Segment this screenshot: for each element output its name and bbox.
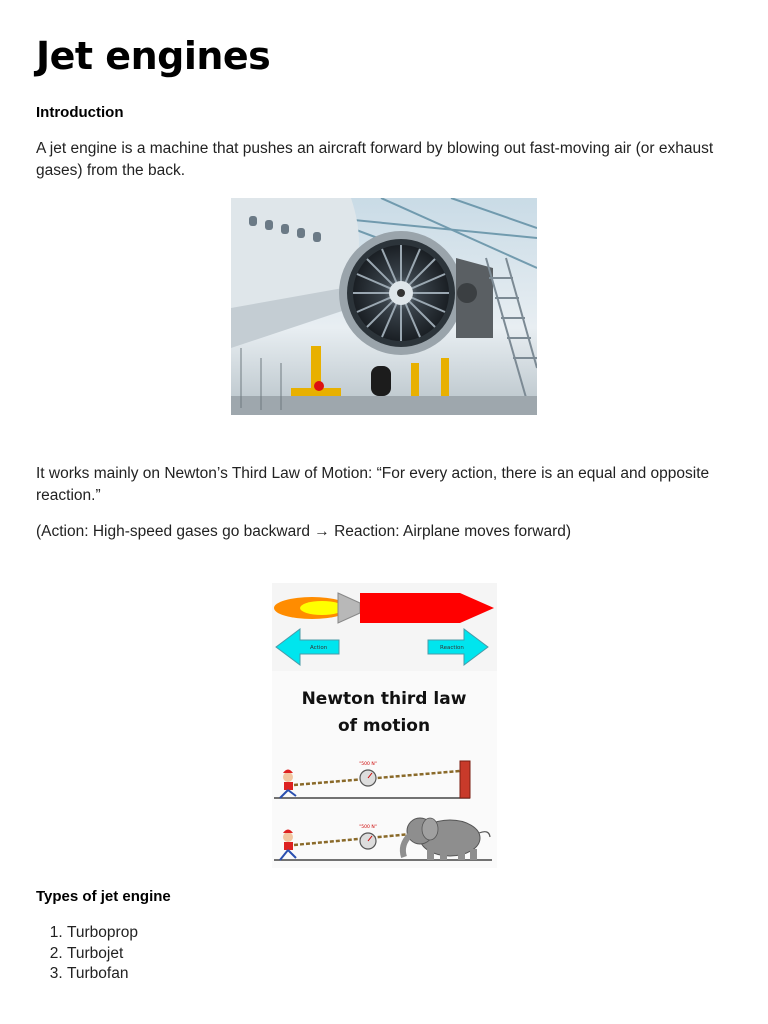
newton-paragraph: It works mainly on Newton’s Third Law of Motion: “For every action, there is an equal and opposite reaction.”	[36, 465, 710, 504]
reaction-label: Reaction	[440, 645, 464, 651]
list-item: 1. Turboprop	[67, 923, 138, 944]
jet-engine-photo	[231, 198, 537, 415]
page-title: Jet engines	[36, 34, 271, 78]
jet-engine-illustration	[231, 198, 537, 415]
force-label-2: "500 N"	[359, 825, 377, 830]
intro-heading: Introduction	[36, 104, 124, 121]
action-reaction-example: (Action: High-speed gases go backward → Reaction: Airplane moves forward)	[36, 523, 572, 540]
intro-paragraph: A jet engine is a machine that pushes an aircraft forward by blowing out fast-moving air (or exhaust gases) from the back.	[36, 140, 714, 179]
list-item: 3. Turbofan	[67, 964, 138, 985]
list-item: 2. Turbojet	[67, 944, 138, 965]
action-label: Action	[310, 645, 328, 651]
diagram-title-line2: of motion	[337, 716, 431, 736]
types-heading: Types of jet engine	[36, 888, 171, 905]
diagram-title-line1: Newton third law	[301, 689, 467, 709]
engine-types-list	[36, 923, 138, 985]
force-label-1: "500 N"	[359, 762, 377, 767]
newton-diagram-svg	[272, 583, 497, 868]
newton-third-law-diagram	[272, 583, 497, 868]
flame-inner	[300, 601, 344, 615]
